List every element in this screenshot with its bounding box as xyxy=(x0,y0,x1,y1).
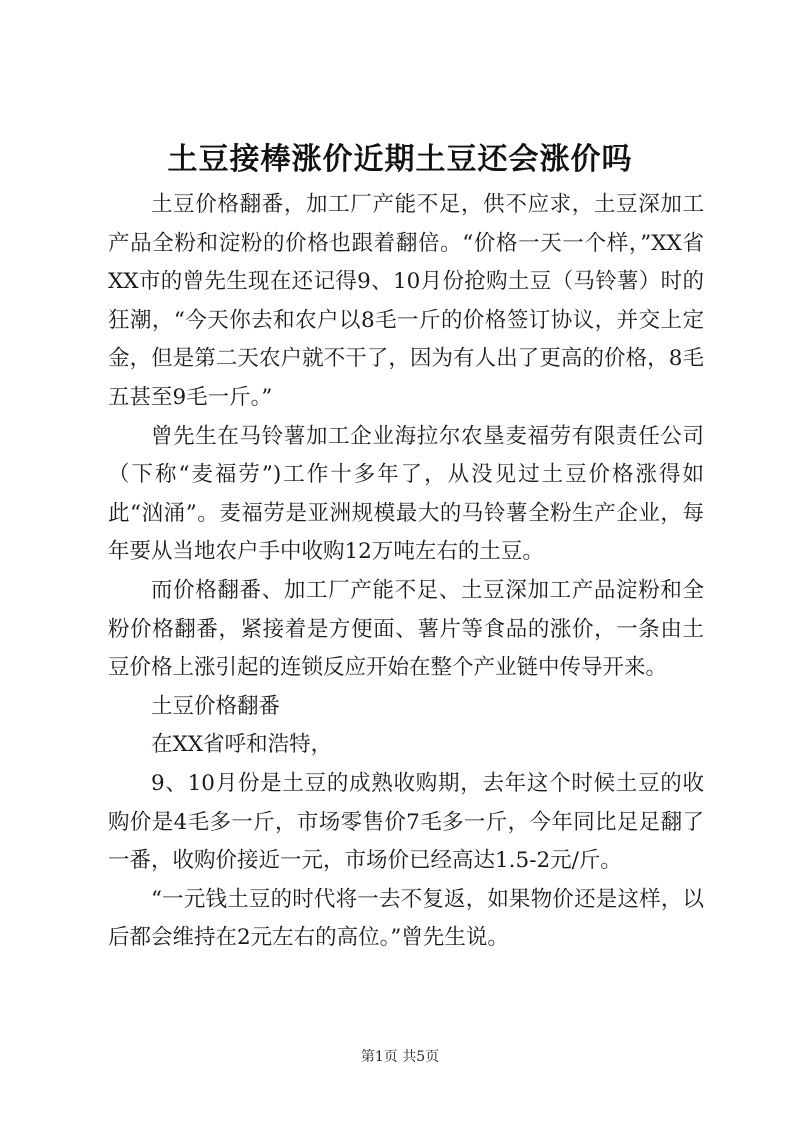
paragraph: 而价格翻番、加工厂产能不足、土豆深加工产品淀粉和全粉价格翻番，紧接着是方便面、薯片等食品的涨价，一条由土豆价格上涨引起的连锁反应开始在整个产业链中传导开来。 xyxy=(108,577,704,681)
page-footer: 第1页 共5页 xyxy=(360,1049,440,1065)
paragraph: 土豆价格翻番，加工厂产能不足，供不应求，土豆深加工产品全粉和淀粉的价格也跟着翻倍。“价格一天一个样，”XX省XX市的曾先生现在还记得9、10月份抢购土豆（马铃薯）时的狂潮，“今天你去和农户以8毛一斤的价格签订协议，并交上定金，但是第二天农户就不干了，因为有人出了更高的价格，8毛五甚至9毛一斤。” xyxy=(108,192,704,410)
paragraph: “一元钱土豆的时代将一去不复返，如果物价还是这样，以后都会维持在2元左右的高位。”曾先生说。 xyxy=(108,886,704,951)
document-body xyxy=(108,186,704,958)
paragraph: 曾先生在马铃薯加工企业海拉尔农垦麦福劳有限责任公司（下称“麦福劳”)工作十多年了，从没见过土豆价格涨得如此“汹涌”。麦福劳是亚洲规模最大的马铃薯全粉生产企业，每年要从当地农户手中收购12万吨左右的土豆。 xyxy=(108,423,704,565)
section-heading: 土豆价格翻番 xyxy=(151,693,281,719)
document-title: 土豆接棒涨价近期土豆还会涨价吗 xyxy=(167,142,633,177)
paragraph: 在XX省呼和浩特， xyxy=(151,732,333,758)
paragraph: 9、10月份是土豆的成熟收购期，去年这个时候土豆的收购价是4毛多一斤，市场零售价7毛多一斤，今年同比足足翻了一番，收购价接近一元，市场价已经高达1.5-2元/斤。 xyxy=(108,770,704,874)
